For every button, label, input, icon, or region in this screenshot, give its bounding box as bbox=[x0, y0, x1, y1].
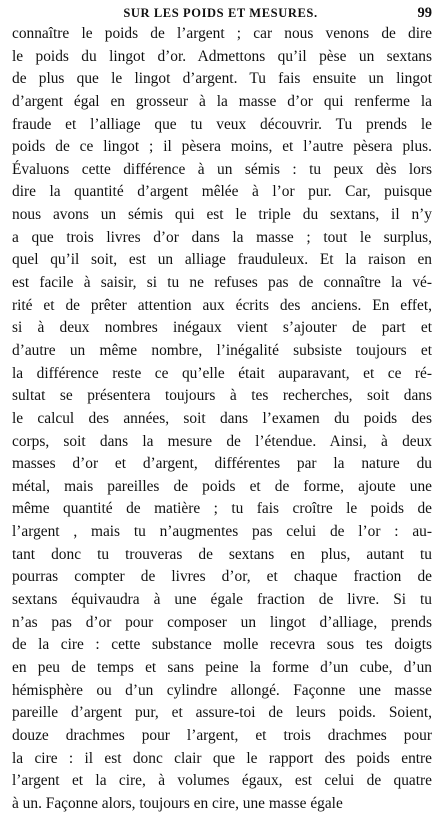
text-line: rité et de prêter attention aux écrits des anciens. En effet, bbox=[12, 296, 432, 314]
body-text bbox=[12, 23, 432, 815]
text-line: d’autre un même nombre, l’inégalité subsiste toujours et bbox=[12, 341, 432, 359]
text-line: hémisphère ou d’un cylindre allongé. Façonne une masse bbox=[12, 681, 432, 699]
text-line: fraude et l’alliage que tu veux découvrir. Tu prends le bbox=[12, 115, 432, 133]
text-line: dire la quantité d’argent mêlée à l’or pur. Car, puisque bbox=[12, 183, 432, 201]
text-line: en peu de temps et sans peine la forme d’un cube, d’un bbox=[12, 658, 432, 676]
text-line: est facile à saisir, si tu ne refuses pas de connaître la vé- bbox=[12, 274, 432, 292]
text-line: tant donc tu trouveras de sextans en plus, autant tu bbox=[12, 545, 432, 563]
text-line: a que trois livres d’or dans la masse ; tout le surplus, bbox=[12, 228, 432, 246]
text-line: sextans équivaudra à une égale fraction de livre. Si tu bbox=[12, 591, 432, 609]
text-line: connaître le poids de l’argent ; car nous venons de dire bbox=[12, 25, 432, 42]
text-line: poids de ce lingot ; il pèsera moins, et l’autre pèsera plus. bbox=[12, 138, 432, 156]
text-line: quel qu’il soit, est un alliage frauduleux. Et la raison en bbox=[12, 251, 432, 269]
text-line: Évaluons cette différence à un sémis : tu peux dès lors bbox=[12, 160, 432, 178]
text-line: l’argent , mais tu n’augmentes pas celui de l’or : au- bbox=[12, 523, 432, 541]
text-line: de plus que le lingot d’argent. Tu fais ensuite un lingot bbox=[12, 70, 432, 88]
text-line: pourras compter de livres d’or, et chaque fraction de bbox=[12, 568, 432, 586]
running-title: SUR LES POIDS ET MESURES. bbox=[123, 6, 318, 20]
text-line: à un. Façonne alors, toujours en cire, une masse égale bbox=[12, 794, 343, 812]
text-line: l’argent et la cire, à volumes égaux, est celui de quatre bbox=[12, 772, 432, 790]
text-line: le calcul des années, soit dans l’examen du poids des bbox=[12, 409, 432, 427]
text-line: de la cire : cette substance molle recevra sous tes doigts bbox=[12, 636, 432, 654]
text-line: pareille d’argent pur, et assure-toi de leurs poids. Soient, bbox=[12, 704, 432, 722]
text-line: d’argent égal en grosseur à la masse d’or qui renferme la bbox=[12, 92, 432, 110]
text-line: si à deux nombres inégaux vient s’ajouter de part et bbox=[12, 319, 432, 337]
text-line: n’as pas d’or pour composer un lingot d’alliage, prends bbox=[12, 613, 432, 631]
text-line: douze drachmes pour l’argent, et trois drachmes pour bbox=[12, 726, 432, 744]
text-line: sultat se présentera toujours à tes recherches, soit dans bbox=[12, 387, 432, 405]
text-line: masses d’or et d’argent, différentes par la nature du bbox=[12, 455, 432, 473]
running-head bbox=[0, 2, 441, 22]
page-number: 99 bbox=[417, 5, 432, 21]
text-line: la différence reste ce qu’elle était auparavant, et ce ré- bbox=[12, 364, 432, 382]
text-line: le poids du lingot d’or. Admettons qu’il pèse un sextans bbox=[12, 47, 432, 65]
text-line: corps, soit dans la mesure de l’étendue. Ainsi, à deux bbox=[12, 432, 432, 450]
text-line: la cire : il est donc clair que le rapport des poids entre bbox=[12, 749, 432, 767]
text-line: métal, mais pareilles de poids et de forme, ajoute une bbox=[12, 477, 432, 495]
text-line: nous avons un sémis qui est le triple du sextans, il n’y bbox=[12, 206, 432, 224]
text-line: même quantité de matière ; tu fais croître le poids de bbox=[12, 500, 432, 518]
